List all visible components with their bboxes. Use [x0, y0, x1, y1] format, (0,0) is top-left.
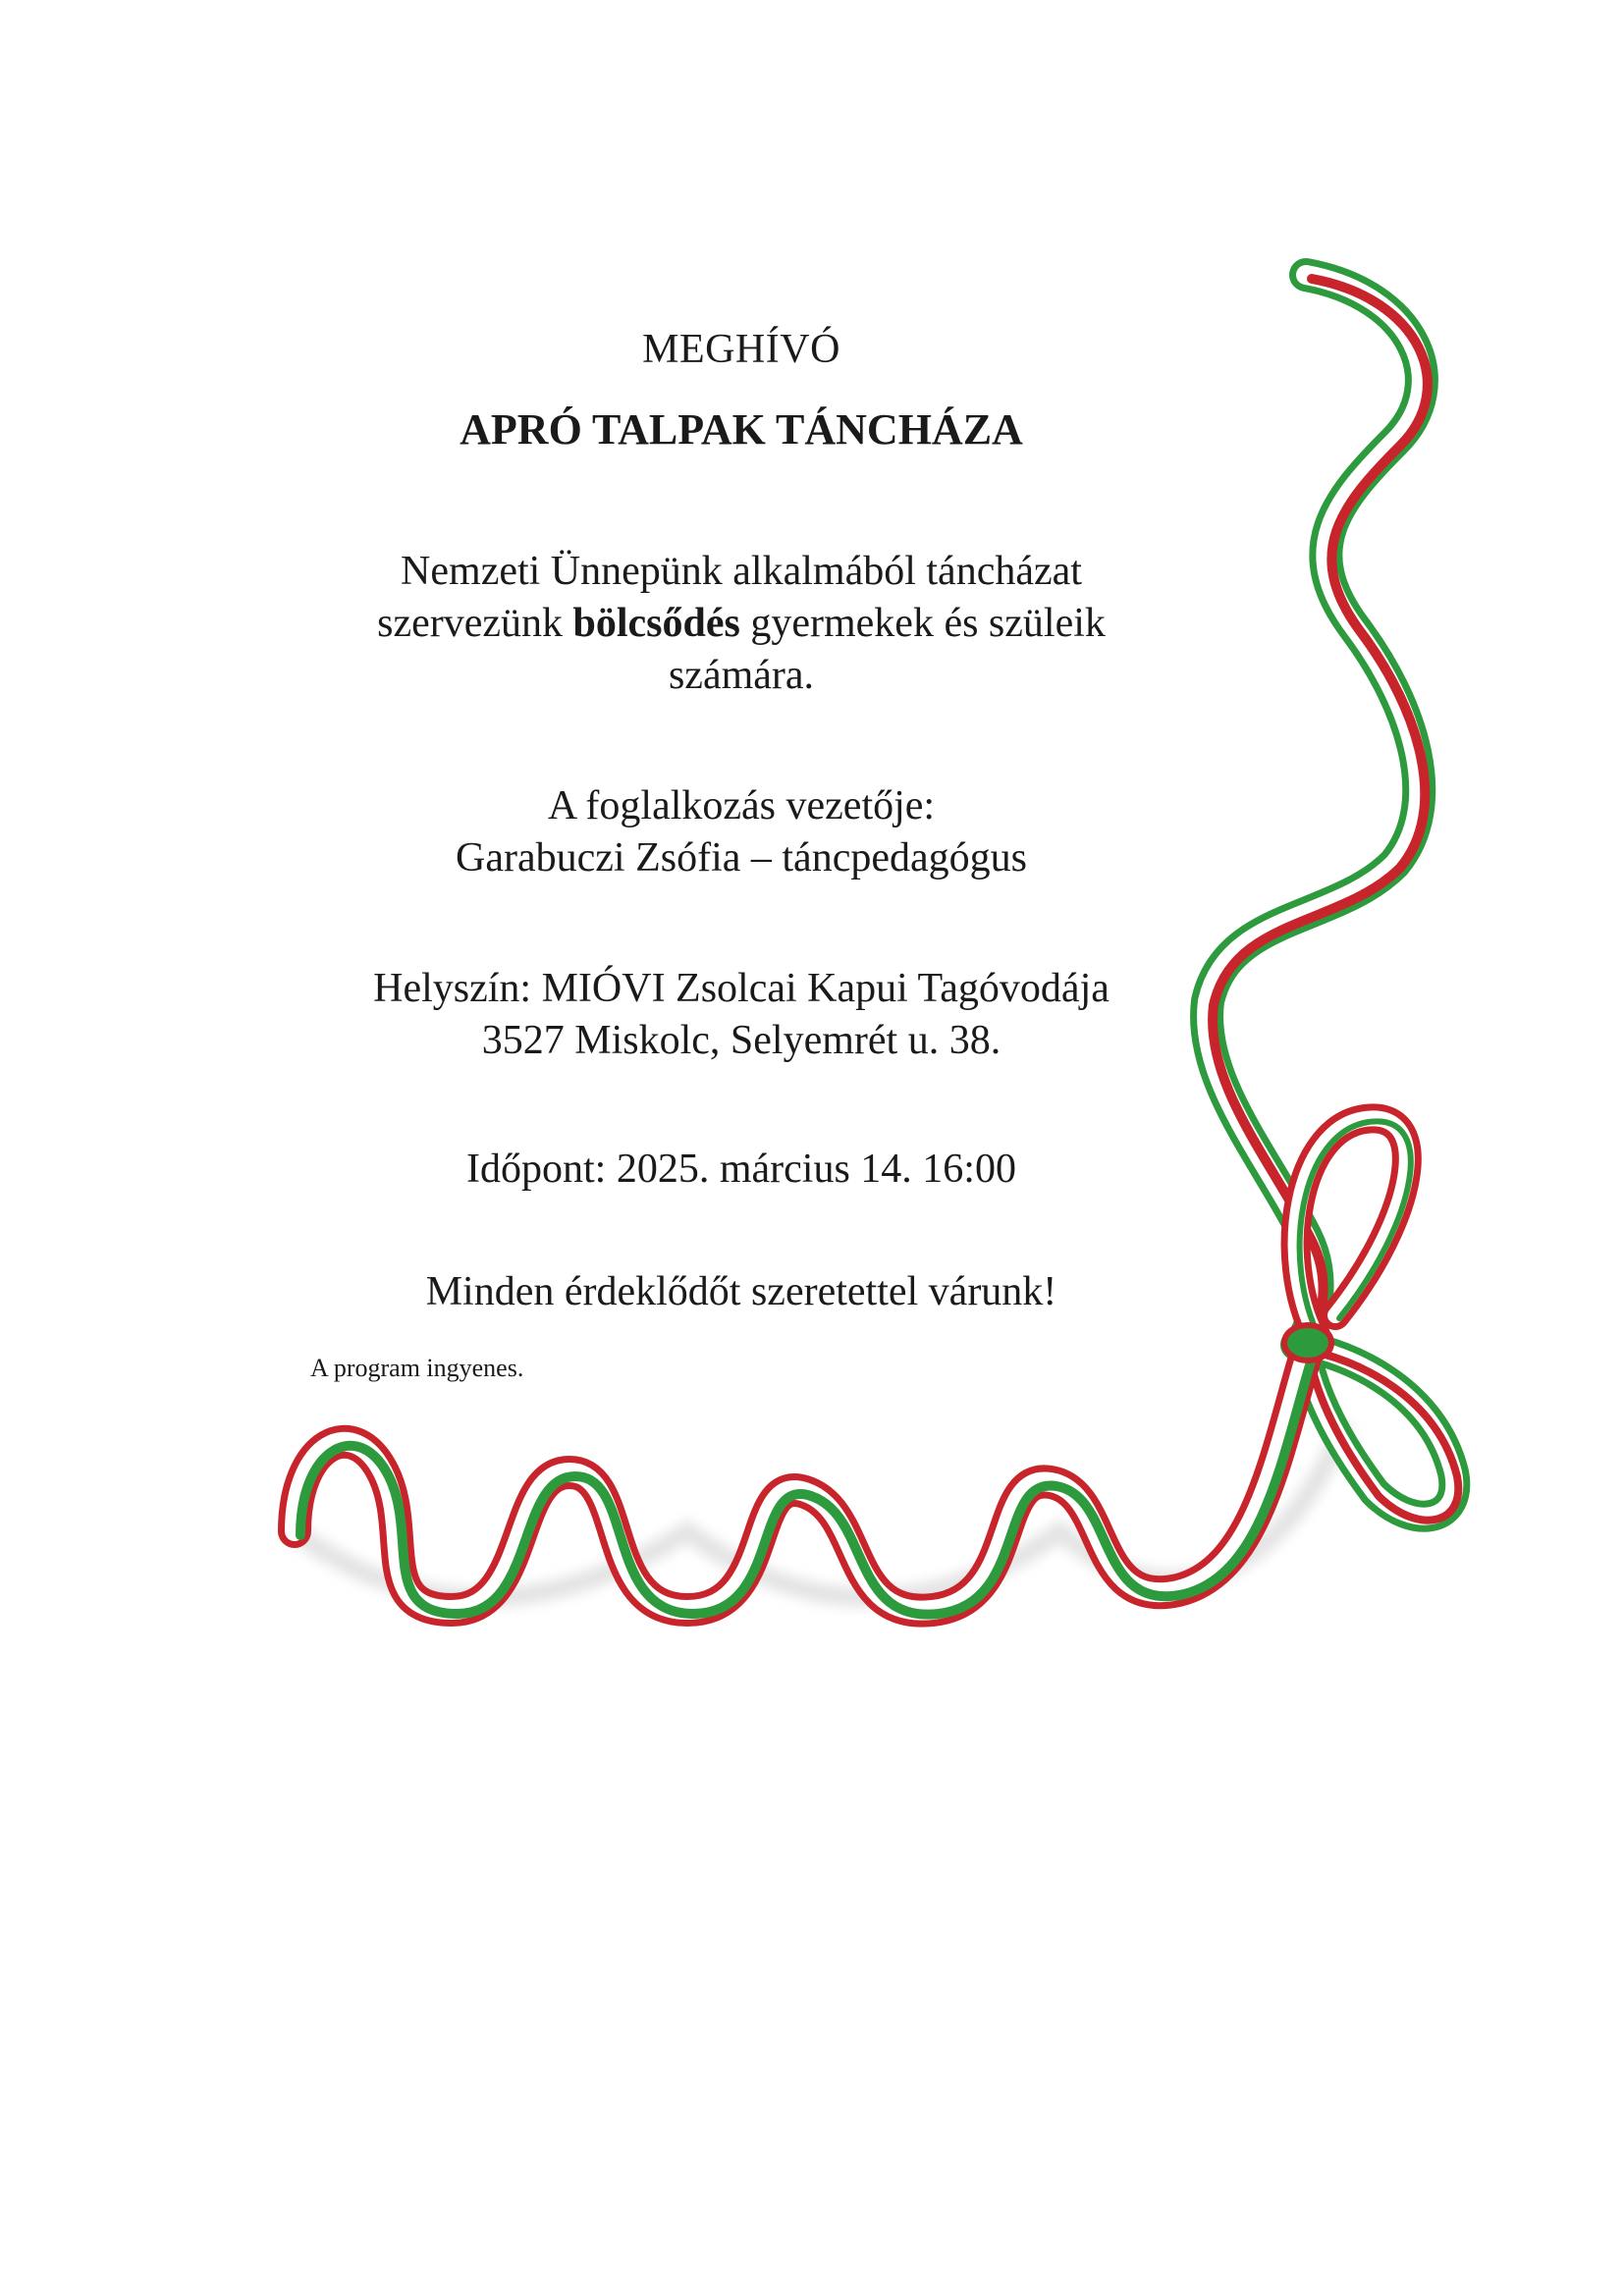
invitation-text: [295, 324, 1188, 1318]
location-line-1: Helyszín: MIÓVI Zsolcai Kapui Tagóvodája: [373, 966, 1110, 1011]
event-name: APRÓ TALPAK TÁNCHÁZA: [460, 405, 1023, 454]
leader-block: [295, 780, 1188, 884]
welcome-text: Minden érdeklődőt szeretettel várunk!: [425, 1269, 1057, 1314]
intro-line-2-bold: bölcsődés: [572, 601, 740, 646]
intro-paragraph: [295, 546, 1188, 702]
free-program-note: A program ingyenes.: [310, 1354, 524, 1382]
intro-line-2-post: gyermekek és szüleik: [739, 601, 1106, 646]
location-block: [295, 963, 1188, 1067]
leader-name: Garabuczi Zsófia – táncpedagógus: [456, 835, 1027, 881]
event-time: Időpont: 2025. március 14. 16:00: [466, 1147, 1016, 1192]
intro-line-2-pre: szervezünk: [377, 601, 573, 646]
intro-line-2: [295, 598, 1188, 650]
intro-line-3: számára.: [668, 653, 815, 698]
intro-line-1: Nemzeti Ünnepünk alkalmából táncházat: [401, 549, 1082, 594]
location-line-2: 3527 Miskolc, Selyemrét u. 38.: [481, 1018, 1001, 1063]
leader-label: A foglalkozás vezetője:: [547, 783, 936, 828]
invitation-title: MEGHÍVÓ: [642, 327, 840, 372]
